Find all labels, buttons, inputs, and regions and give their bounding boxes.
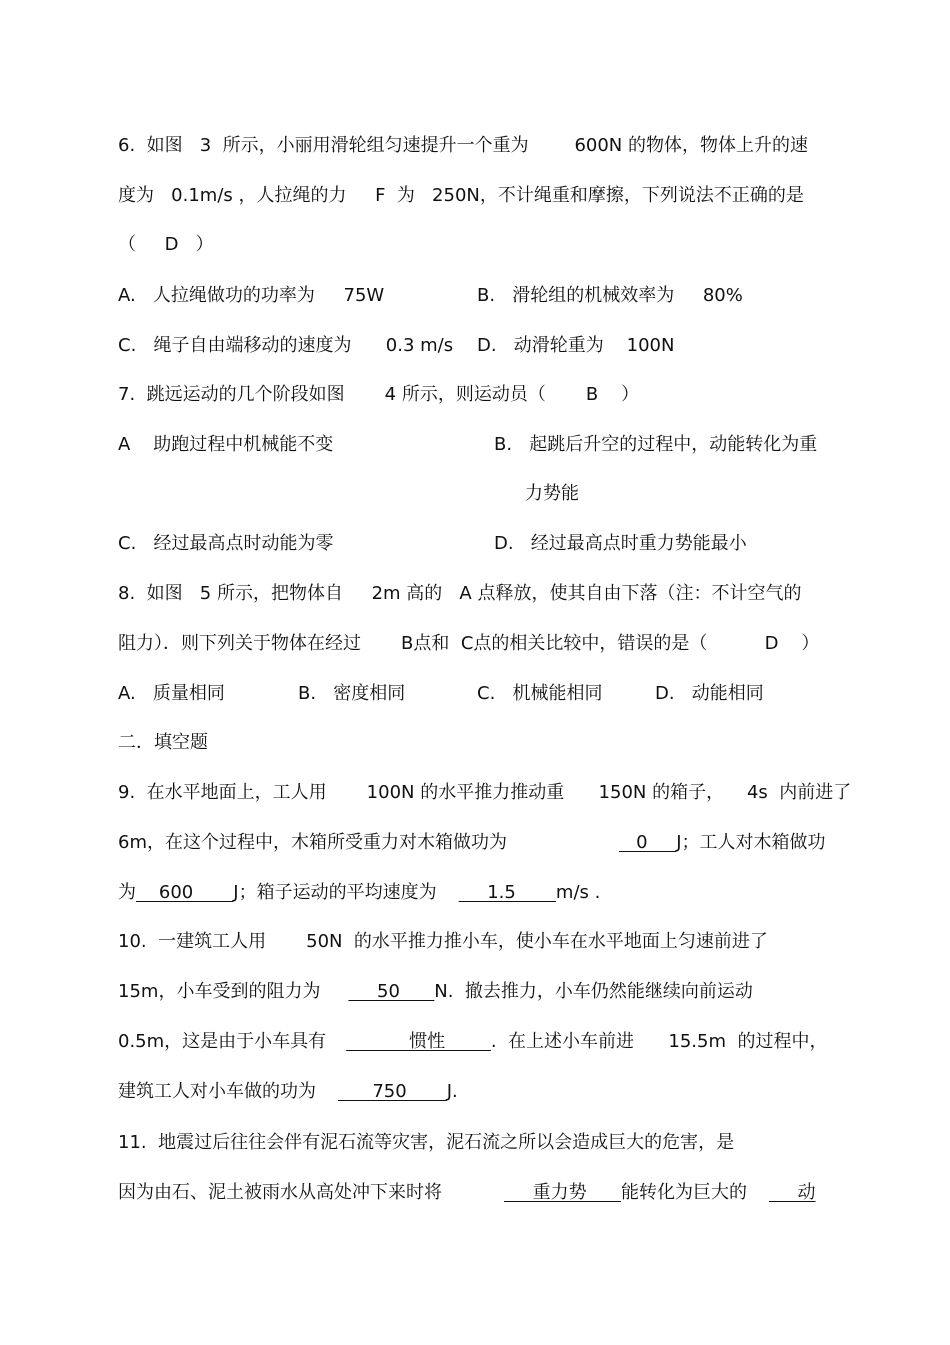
q9-text: m/s . <box>555 882 601 903</box>
q11-blank-1: 重力势 <box>504 1182 621 1203</box>
q10-line2 <box>118 980 753 1004</box>
q10-line3 <box>118 1030 827 1054</box>
q11-text: 因为由石、泥土被雨水从高处冲下来时将 <box>118 1182 442 1203</box>
section-heading: 二．填空题 <box>118 732 208 753</box>
q6-option-b: B. 滑轮组的机械效率为 80% <box>477 285 743 306</box>
q11-blank-2: 动 <box>768 1182 816 1203</box>
q7-option-d: D. 经过最高点时重力势能最小 <box>494 533 747 554</box>
q10-text: . 在上述小车前进 15.5m 的过程中， <box>490 1031 828 1052</box>
q6-option-a: A. 人拉绳做功的功率为 75W <box>118 285 385 306</box>
q7-option-b-line2: 力势能 <box>525 483 579 504</box>
q9-text: 为 <box>118 882 136 903</box>
q6-answer: （ D ） <box>118 234 214 255</box>
q6-stem-line2: 度为 0.1m/s ，人拉绳的力 F 为 250N，不计绳重和摩擦，下列说法不正确的是 <box>118 185 804 206</box>
q9-blank-3: 1.5 <box>458 882 556 903</box>
q8-option-c: C. 机械能相同 <box>477 683 603 704</box>
q8-stem-line2: 阻力）．则下列关于物体在经过 B点和 C点的相关比较中，错误的是（ D ） <box>118 633 820 654</box>
q9-line3 <box>118 881 600 905</box>
q9-text: 6m，在这个过程中，木箱所受重力对木箱做功为 <box>118 832 507 853</box>
q10-text: 15m，小车受到的阻力为 <box>118 981 321 1002</box>
q10-text: 建筑工人对小车做的功为 <box>118 1081 316 1102</box>
q9-line2 <box>118 831 826 855</box>
q10-line4 <box>118 1080 458 1104</box>
q7-option-b-line1: B. 起跳后升空的过程中，动能转化为重 <box>494 434 818 455</box>
q10-text: N. 撤去推力，小车仍然能继续向前运动 <box>434 981 753 1002</box>
q7-option-c: C. 经过最高点时动能为零 <box>118 533 334 554</box>
q9-text: J；箱子运动的平均速度为 <box>233 882 437 903</box>
q8-option-b: B. 密度相同 <box>298 683 406 704</box>
q6-stem-line1: 6. 如图 3 所示，小丽用滑轮组匀速提升一个重为 600N 的物体，物体上升的速 <box>118 135 808 156</box>
q6-option-c: C. 绳子自由端移动的速度为 0.3 m/s <box>118 335 454 356</box>
q10-blank-1: 50 <box>348 981 435 1002</box>
q10-blank-2: 惯性 <box>346 1031 491 1052</box>
q9-stem-line1: 9. 在水平地面上，工人用 100N 的水平推力推动重 150N 的箱子， 4s 内前进了 <box>118 782 852 803</box>
q9-blank-1: 0 <box>618 832 677 853</box>
q9-blank-2: 600 <box>136 882 234 903</box>
q10-text: 0.5m，这是由于小车具有 <box>118 1031 327 1052</box>
q8-stem-line1: 8. 如图 5 所示，把物体自 2m 高的 A 点释放，使其自由下落（注：不计空气的 <box>118 583 802 604</box>
q11-stem-line1: 11. 地震过后往往会伴有泥石流等灾害，泥石流之所以会造成巨大的危害，是 <box>118 1132 735 1153</box>
q9-text: J；工人对木箱做功 <box>676 832 826 853</box>
q8-option-d: D. 动能相同 <box>655 683 764 704</box>
q8-option-a: A. 质量相同 <box>118 683 225 704</box>
q10-text: J. <box>446 1081 458 1102</box>
q11-text: 能转化为巨大的 <box>620 1182 747 1203</box>
q7-option-a: A 助跑过程中机械能不变 <box>118 434 334 455</box>
q10-blank-3: 750 <box>338 1081 447 1102</box>
q7-stem: 7. 跳远运动的几个阶段如图 4 所示，则运动员（ B ） <box>118 384 640 405</box>
q10-stem-line1: 10. 一建筑工人用 50N 的水平推力推小车，使小车在水平地面上匀速前进了 <box>118 931 768 952</box>
q11-line2 <box>118 1181 816 1205</box>
q6-option-d: D. 动滑轮重为 100N <box>477 335 675 356</box>
